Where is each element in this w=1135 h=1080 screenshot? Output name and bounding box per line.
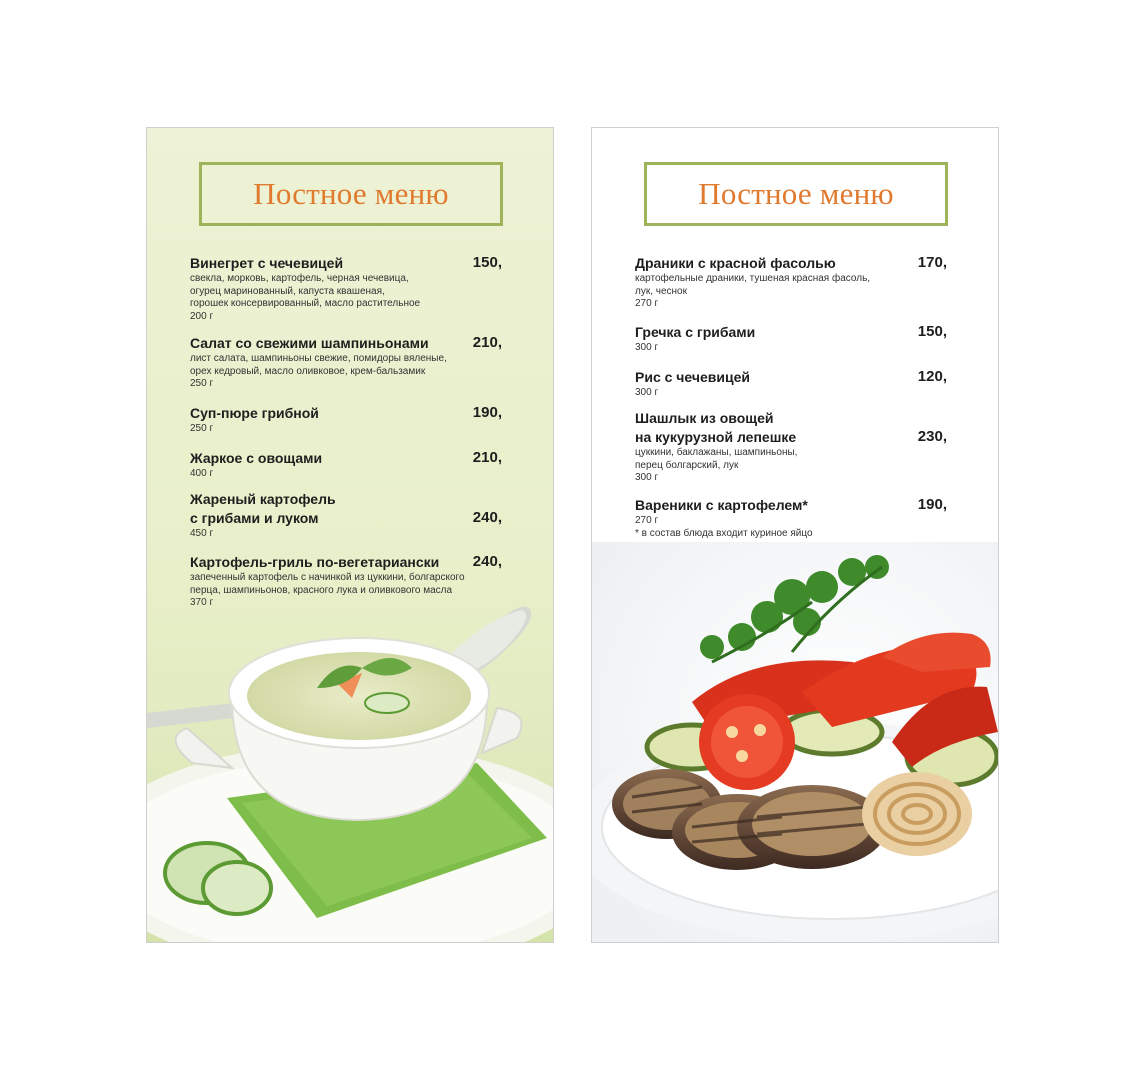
item-name: Шашлык из овощей <box>635 410 774 426</box>
item-weight: 250 г <box>190 378 214 389</box>
item-description: свекла, морковь, картофель, черная чечевица, <box>190 273 409 284</box>
item-description: огурец маринованный, капуста квашеная, <box>190 285 385 297</box>
item-description: лук, чеснок <box>635 285 687 297</box>
item-name: на кукурузной лепешке <box>635 429 797 445</box>
item-price: 120, <box>917 368 947 385</box>
soup-bowl-image <box>147 588 553 942</box>
item-name: Винегрет с чечевицей <box>190 255 344 271</box>
item-weight: 300 г <box>635 387 659 398</box>
menu-title: Постное меню <box>698 176 894 211</box>
item-price: 210, <box>472 449 502 466</box>
item-price: 170, <box>917 254 947 271</box>
item-weight: 270 г <box>635 298 659 309</box>
item-price: 210, <box>472 334 502 351</box>
item-name: с грибами и луком <box>190 510 319 526</box>
item-weight: 270 г <box>635 515 659 526</box>
item-name: Жареный картофель <box>190 491 336 507</box>
item-description: лист салата, шампиньоны свежие, помидоры вяленые, <box>190 353 447 364</box>
menu-item <box>635 254 947 311</box>
item-description: цуккини, баклажаны, шампиньоны, <box>635 447 798 458</box>
item-weight: 300 г <box>635 472 659 483</box>
item-description: запеченный картофель с начинкой из цуккини, болгарского <box>190 572 465 583</box>
item-weight: 200 г <box>190 310 214 322</box>
menu-title: Постное меню <box>253 176 449 211</box>
item-name: Вареники с картофелем* <box>635 497 808 513</box>
menu-item <box>635 368 947 400</box>
menu-title-frame <box>644 162 948 226</box>
menu-item <box>190 254 502 323</box>
item-weight: 450 г <box>190 528 214 539</box>
item-price: 230, <box>917 428 947 445</box>
item-weight: 250 г <box>190 423 214 434</box>
item-description: горошек консервированный, масло растительное <box>190 298 421 309</box>
item-name: Суп-пюре грибной <box>190 405 319 421</box>
item-name: Салат со свежими шампиньонами <box>190 335 429 351</box>
item-name: Жаркое с овощами <box>190 450 323 466</box>
menu-item <box>190 490 502 541</box>
item-name: Картофель-гриль по-вегетариански <box>190 554 440 570</box>
grilled-vegetables-image <box>592 542 998 942</box>
allergen-note: * в состав блюда входит куриное яйцо <box>635 527 813 539</box>
item-weight: 400 г <box>190 468 214 479</box>
item-name: Рис с чечевицей <box>635 369 750 385</box>
menu-item <box>635 496 947 540</box>
item-price: 190, <box>917 496 947 513</box>
menu-panel-right <box>591 127 999 943</box>
item-description: картофельные драники, тушеная красная фасоль, <box>635 273 871 284</box>
menu-panel-left <box>146 127 554 943</box>
item-name: Гречка с грибами <box>635 324 756 340</box>
item-description: орех кедровый, масло оливковое, крем-бальзамик <box>190 365 426 377</box>
item-price: 240, <box>472 553 502 570</box>
menu-item <box>190 404 502 436</box>
item-weight: 300 г <box>635 342 659 353</box>
menu-item <box>190 449 502 481</box>
menu-item <box>635 409 947 485</box>
menu-title-frame <box>199 162 503 226</box>
item-price: 150, <box>472 254 502 271</box>
item-description: перец болгарский, лук <box>635 459 739 471</box>
menu-item <box>190 334 502 391</box>
item-price: 240, <box>472 509 502 526</box>
item-name: Драники с красной фасолью <box>635 255 836 271</box>
item-price: 190, <box>472 404 502 421</box>
item-price: 150, <box>917 323 947 340</box>
menu-item <box>635 323 947 355</box>
